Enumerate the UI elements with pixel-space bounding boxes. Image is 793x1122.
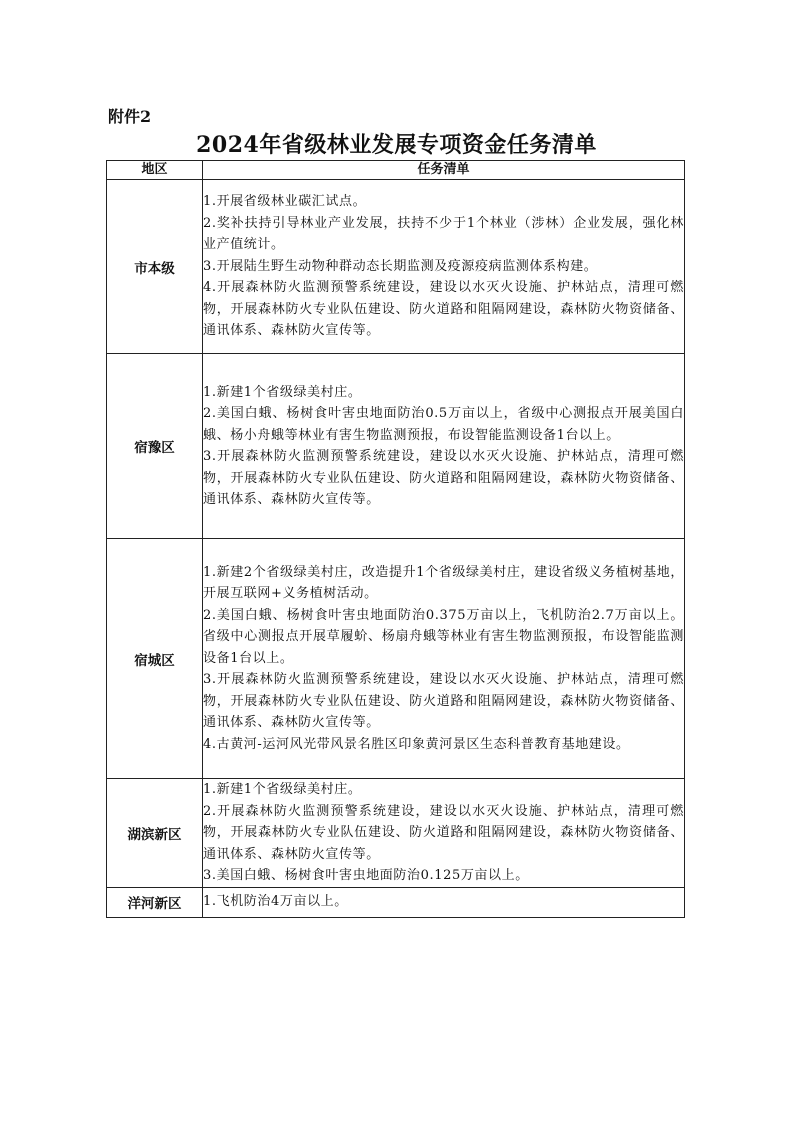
task-cell [203, 354, 685, 539]
region-cell: 市本级 [107, 180, 203, 354]
task-item: 3.美国白蛾、杨树食叶害虫地面防治0.125万亩以上。 [203, 868, 529, 883]
task-item: 4.开展森林防火监测预警系统建设，建设以水灭火设施、护林站点，清理可燃物，开展森林防火专业队伍建设、防火道路和阻隔网建设，森林防火物资储备、通讯体系、森林防火宣传等。 [203, 280, 684, 339]
region-cell: 宿城区 [107, 539, 203, 779]
task-item: 1.新建1个省级绿美村庄。 [203, 384, 362, 400]
region-cell: 湖滨新区 [107, 779, 203, 888]
header-region: 地区 [107, 161, 203, 180]
table-header-row [107, 161, 685, 180]
table-row [107, 887, 685, 917]
task-item: 3.开展森林防火监测预警系统建设，建设以水灭火设施、护林站点，清理可燃物，开展森林防火专业队伍建设、防火道路和阻隔网建设，森林防火物资储备、通讯体系、森林防火宣传等。 [203, 672, 684, 731]
region-cell: 洋河新区 [107, 887, 203, 917]
task-cell [203, 539, 685, 779]
task-item: 4.古黄河-运河风光带风景名胜区印象黄河景区生态科普教育基地建设。 [203, 736, 630, 752]
task-cell [203, 180, 685, 354]
task-item: 1.新建1个省级绿美村庄。 [203, 782, 362, 797]
task-item: 2.美国白蛾、杨树食叶害虫地面防治0.375万亩以上，飞机防治2.7万亩以上。省级中心测报点开展草履蚧、杨扇舟蛾等林业有害生物监测预报，布设智能监测设备1台以上。 [203, 607, 684, 666]
task-item: 2.奖补扶持引导林业产业发展，扶持不少于1个林业（涉林）企业发展，强化林业产值统计。 [203, 215, 684, 253]
table-row [107, 779, 685, 888]
task-item: 2.美国白蛾、杨树食叶害虫地面防治0.5万亩以上，省级中心测报点开展美国白蛾、杨小舟蛾等林业有害生物监测预报，布设智能监测设备1台以上。 [203, 406, 684, 443]
task-item: 3.开展陆生野生动物种群动态长期监测及疫源疫病监测体系构建。 [203, 258, 598, 274]
attachment-label: 附件2 [108, 107, 152, 126]
task-item: 1.新建2个省级绿美村庄，改造提升1个省级绿美村庄，建设省级义务植树基地，开展互联网+义务植树活动。 [203, 564, 684, 602]
task-item: 2.开展森林防火监测预警系统建设，建设以水灭火设施、护林站点，清理可燃物，开展森林防火专业队伍建设、防火道路和阻隔网建设，森林防火物资储备、通讯体系、森林防火宣传等。 [203, 803, 684, 862]
table-row [107, 539, 685, 779]
region-cell: 宿豫区 [107, 354, 203, 539]
document-title: 2024年省级林业发展专项资金任务清单 [196, 132, 597, 158]
task-cell [203, 887, 685, 917]
header-task-list: 任务清单 [203, 161, 685, 180]
table-row [107, 180, 685, 354]
task-item: 1.开展省级林业碳汇试点。 [203, 194, 367, 210]
table-row [107, 354, 685, 539]
task-item: 1.飞机防治4万亩以上。 [203, 894, 348, 910]
task-cell [203, 779, 685, 888]
task-item: 3.开展森林防火监测预警系统建设，建设以水灭火设施、护林站点，清理可燃物，开展森林防火专业队伍建设、防火道路和阻隔网建设，森林防火物资储备、通讯体系、森林防火宣传等。 [203, 449, 684, 507]
task-table [106, 160, 685, 918]
